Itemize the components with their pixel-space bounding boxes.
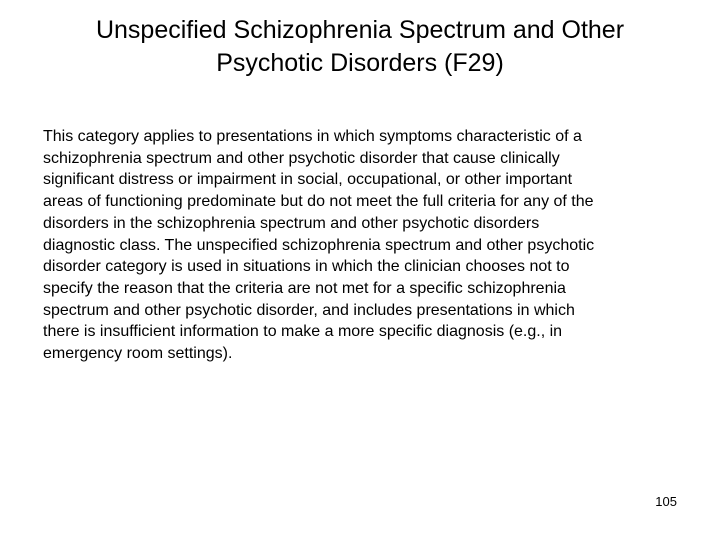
body-paragraph xyxy=(43,126,683,365)
body-line: specify the reason that the criteria are not met for a specific schizophrenia xyxy=(43,279,566,297)
body-line: emergency room settings). xyxy=(43,345,233,363)
body-line: schizophrenia spectrum and other psychotic disorder that cause clinically xyxy=(43,149,560,167)
slide-title xyxy=(40,14,680,80)
title-line: Unspecified Schizophrenia Spectrum and Other xyxy=(95,16,625,44)
body-line: areas of functioning predominate but do not meet the full criteria for any of the xyxy=(43,193,594,211)
body-line: disorders in the schizophrenia spectrum and other psychotic disorders xyxy=(43,214,540,232)
body-line: there is insufficient information to make a more specific diagnosis (e.g., in xyxy=(43,323,563,341)
body-line: diagnostic class. The unspecified schizophrenia spectrum and other psychotic xyxy=(43,236,595,254)
body-line: spectrum and other psychotic disorder, and includes presentations in which xyxy=(43,301,575,319)
page-number: 105 xyxy=(655,494,677,509)
body-line: disorder category is used in situations in which the clinician chooses not to xyxy=(43,258,570,276)
title-line: Psychotic Disorders (F29) xyxy=(216,49,504,77)
body-line: This category applies to presentations in which symptoms characteristic of a xyxy=(43,128,582,145)
body-line: significant distress or impairment in social, occupational, or other important xyxy=(43,171,573,189)
